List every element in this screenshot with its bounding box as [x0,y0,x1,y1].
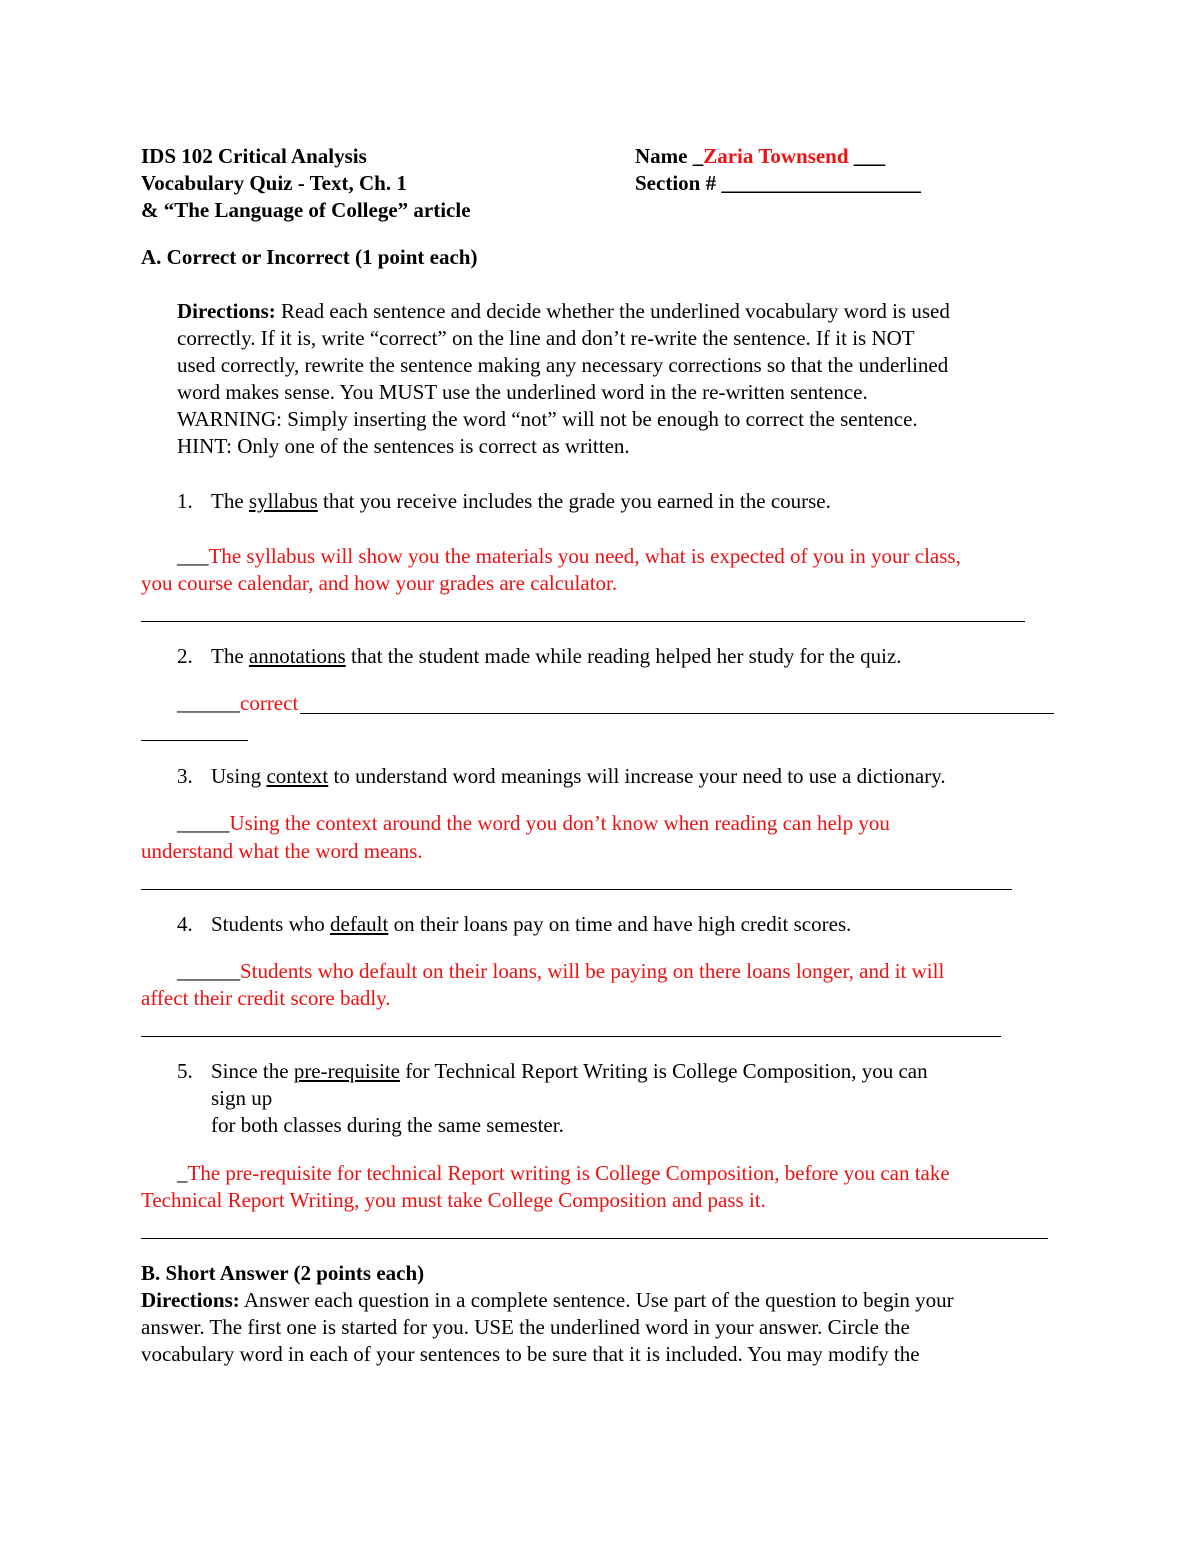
part-b-heading: B. Short Answer (2 points each) [141,1261,425,1285]
question-3: 3. Using context to understand word meanings will increase your need to use a dictionary. [177,764,946,788]
answer-2[interactable]: ______correct [177,691,299,715]
answer-3-line2: understand what the word means. [141,839,423,863]
question-5-line3: for both classes during the same semester. [211,1113,564,1137]
question-4: 4. Students who default on their loans pay on time and have high credit scores. [177,912,852,936]
directions-label: Directions: [177,299,276,323]
section-field[interactable]: Section # ___________________ [635,171,921,195]
vocab-word-context: context [266,764,329,788]
article-title: & “The Language of College” article [141,198,471,222]
answer-3-rule [141,889,1012,890]
answer-4-rule [141,1036,1001,1037]
name-label: Name _ [635,144,704,168]
answer-4-line1[interactable]: ______Students who default on their loans, will be paying on there loans longer, and it will [177,959,945,983]
answer-1-line2: you course calendar, and how your grades are calculator. [141,571,618,595]
answer-1-line1[interactable]: ___The syllabus will show you the materials you need, what is expected of you in your class, [177,544,961,568]
answer-5-line2: Technical Report Writing, you must take College Composition and pass it. [141,1188,766,1212]
answer-1-rule [141,621,1025,622]
answer-5-line1[interactable]: _The pre-requisite for technical Report writing is College Composition, before you can take [177,1161,950,1185]
vocab-word-syllabus: syllabus [248,489,318,513]
answer-2-rule [300,713,1054,714]
vocab-word-annotations: annotations [248,644,346,668]
vocab-word-default: default [330,912,389,936]
course-title: IDS 102 Critical Analysis [141,144,367,168]
student-name: Zaria Townsend [703,144,849,168]
quiz-title: Vocabulary Quiz - Text, Ch. 1 [141,171,407,195]
vocab-word-pre-requisite: pre-requisite [293,1059,400,1083]
part-b-directions-label: Directions: [141,1288,240,1312]
part-a-directions: Directions: Read each sentence and decide whether the underlined vocabulary word is used correctly. If it is, write “correct” on the line and don’t re-write the sentence. If it is NOT used correctly, rewrite the sentence making any necessary corrections so that the underlined word makes sense. You MUST use the underlined word in the re-written sentence. WARNING: Simply inserting the word “not” will not be enough to correct the sentence. HINT: Only one of the sentences is correct as written. [177,299,950,458]
answer-2-rule-2 [141,740,248,741]
part-a-heading: A. Correct or Incorrect (1 point each) [141,245,478,269]
question-5: 5. Since the pre-requisite for Technical Report Writing is College Composition, you can [177,1059,928,1083]
question-1: 1. The syllabus that you receive includes the grade you earned in the course. [177,489,831,513]
part-b-directions: Directions: Answer each question in a complete sentence. Use part of the question to begin your answer. The first one is started for you. USE the underlined word in your answer. Circle the vocabulary word in each of your sentences to be sure that it is included. You may modify the [141,1288,954,1366]
name-tail: ___ [848,144,886,168]
name-field[interactable] [635,143,885,170]
answer-3-line1[interactable]: _____Using the context around the word you don’t know when reading can help you [177,811,890,835]
question-2: 2. The annotations that the student made while reading helped her study for the quiz. [177,644,902,668]
answer-5-rule [141,1238,1048,1239]
answer-4-line2: affect their credit score badly. [141,986,391,1010]
question-5-line2: sign up [211,1086,273,1110]
